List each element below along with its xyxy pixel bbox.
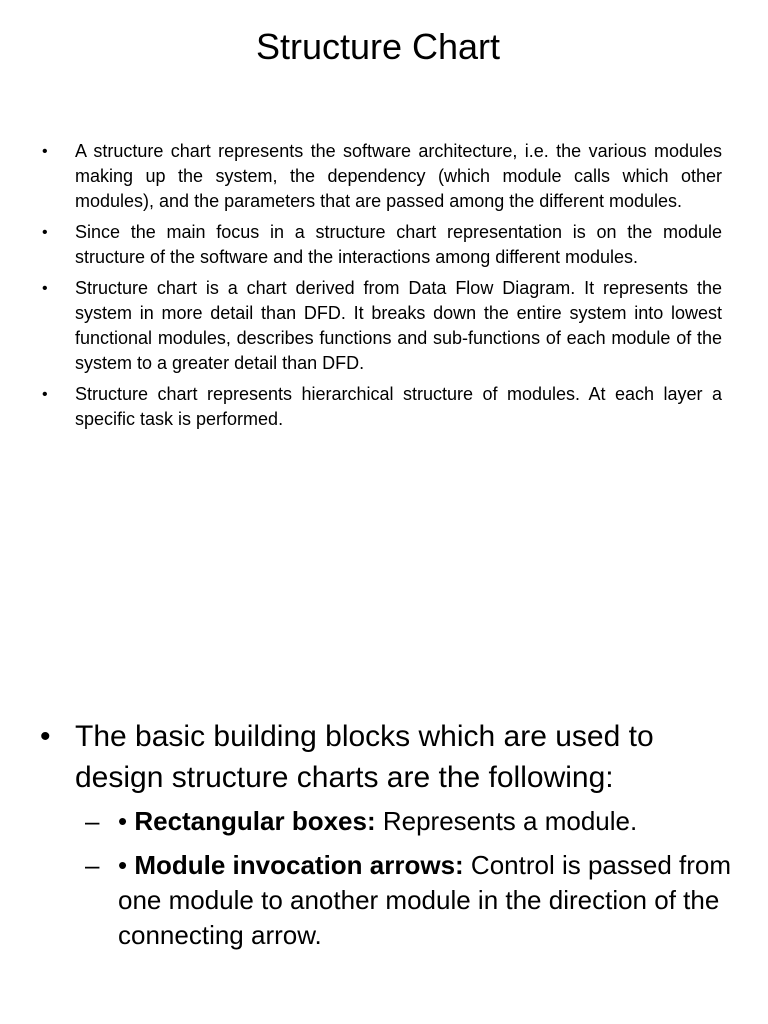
sub-list-item — [85, 804, 740, 839]
bullet-icon: • — [40, 720, 51, 753]
bullet-icon: • — [42, 224, 48, 241]
sub-item-term: Module invocation arrows: — [134, 850, 464, 880]
bullet-text: Structure chart is a chart derived from Data Flow Diagram. It represents the system in more detail than DFD. It breaks down the entire system into lowest functional modules, describes functions and sub-functions of each module of the system to a greater detail than DFD. — [75, 278, 722, 373]
bullet-list — [40, 139, 722, 438]
sub-list-item — [85, 848, 740, 953]
building-blocks-list — [40, 716, 740, 962]
bullet-icon: • — [42, 280, 48, 297]
building-blocks-sublist — [85, 804, 740, 953]
bullet-icon: • — [42, 143, 48, 160]
list-item — [40, 139, 722, 214]
list-item — [40, 220, 722, 270]
sub-item-description: Represents a module. — [375, 806, 638, 836]
bullet-icon: • — [42, 386, 48, 403]
sub-item-description: Control is passed from one module to another module in the direction of the connecting arrow. — [118, 850, 732, 950]
bullet-text: Structure chart represents hierarchical structure of modules. At each layer a specific task is performed. — [75, 384, 722, 429]
sub-item-prefix: • — [118, 806, 135, 836]
list-item — [40, 276, 722, 376]
building-blocks-intro: The basic building blocks which are used to design structure charts are the following: — [75, 720, 654, 794]
list-item — [40, 382, 722, 432]
sub-item-prefix: • — [118, 850, 135, 880]
sub-item-term: Rectangular boxes: — [134, 806, 376, 836]
bullet-text: Since the main focus in a structure chart representation is on the module structure of the software and the interactions among different modules. — [75, 222, 722, 267]
bullet-text: A structure chart represents the software architecture, i.e. the various modules making up the system, the dependency (which module calls which other modules), and the parameters that are passed among the different modules. — [75, 141, 722, 211]
dash-icon: – — [85, 850, 100, 880]
building-blocks-intro-item — [40, 716, 740, 953]
slide-title: Structure Chart — [255, 26, 501, 67]
dash-icon: – — [85, 806, 100, 836]
